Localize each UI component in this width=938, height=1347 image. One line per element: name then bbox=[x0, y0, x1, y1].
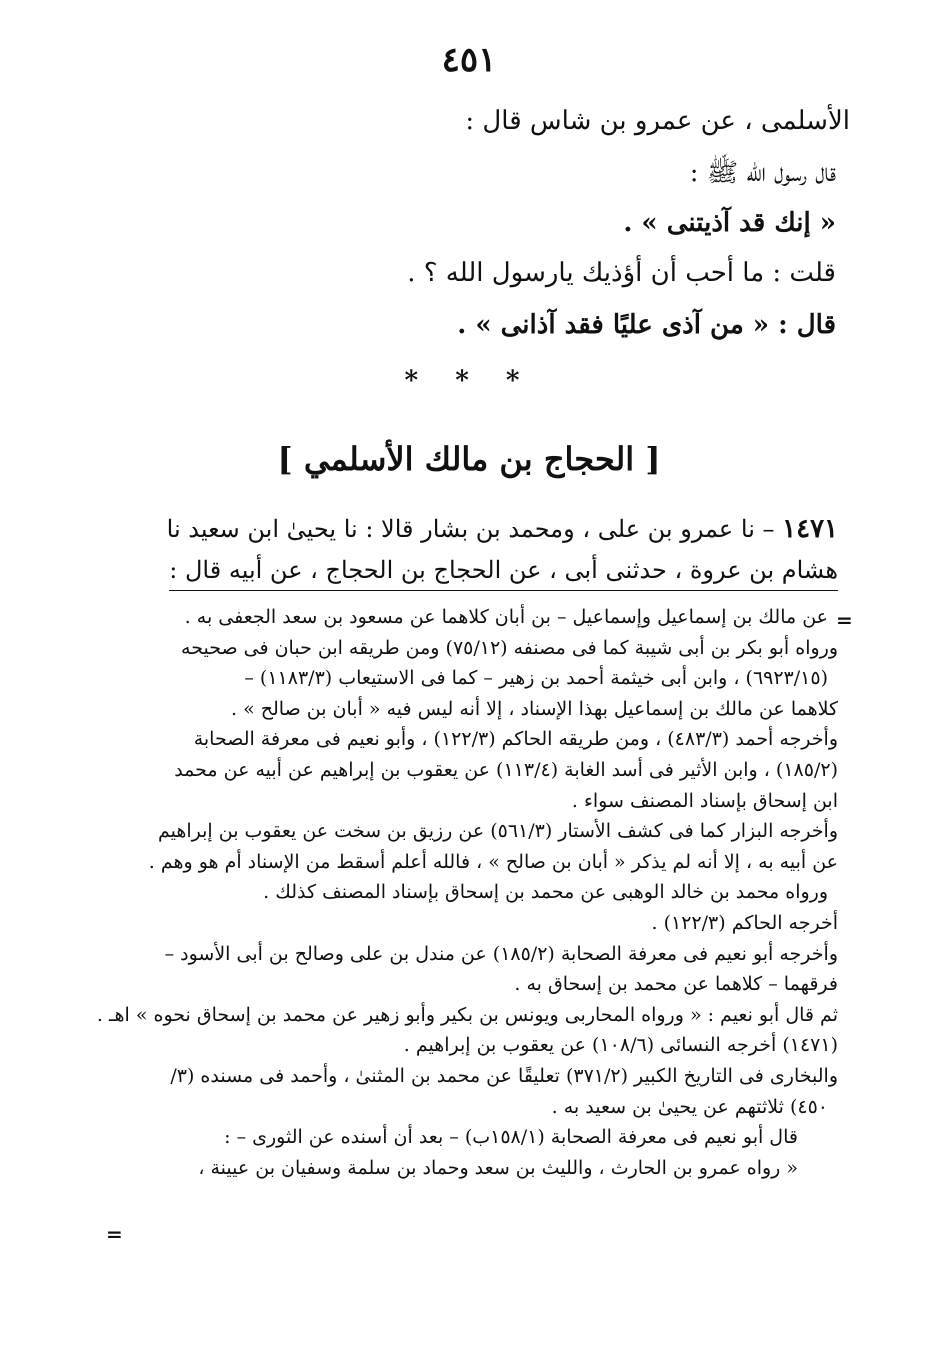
note-line: (١٤٧١) أخرجه النسائى (١٠٨/٦) عن يعقوب بن إبراهيم . bbox=[403, 1034, 838, 1057]
note-line: كلاهما عن مالك بن إسماعيل بهذا الإسناد ، إلا أنه ليس فيه « أبان بن صالح » . bbox=[231, 697, 838, 720]
note-line: عن أبيه به ، إلا أنه لم يذكر « أبان بن صالح » ، فالله أعلم أسقط من الإسناد أم هو وهم . bbox=[148, 850, 838, 873]
hadith-line-1 bbox=[108, 514, 838, 544]
note-line: ورواه أبو بكر بن أبى شيبة كما فى مصنفه (٧٥/١٢) ومن طريقه ابن حبان فى صحيحه bbox=[181, 636, 838, 659]
note-line: وأخرجه البزار كما فى كشف الأستار (٥٦١/٣) عن رزيق بن سخت عن يعقوب بن إبراهيم bbox=[157, 820, 838, 843]
section-title: [ الحجاج بن مالك الأسلمي ] bbox=[277, 440, 661, 478]
note-line: والبخارى فى التاريخ الكبير (٣٧١/٢) تعليقًا عن محمد بن المثنىٰ ، وأحمد فى مسنده (٣/ bbox=[170, 1064, 838, 1087]
note-line: أخرجه الحاكم (١٢٢/٣) . bbox=[651, 911, 838, 934]
hadith-number: ١٤٧١ bbox=[782, 514, 838, 544]
note-line: عن مالك بن إسماعيل وإسماعيل – بن أبان كلاهما عن مسعود بن سعد الجعفى به . bbox=[184, 606, 828, 628]
hadith-line-2 bbox=[108, 556, 838, 584]
hadith-text-2: هشام بن عروة ، حدثنى أبى ، عن الحجاج بن الحجاج ، عن أبيه قال : bbox=[169, 556, 838, 591]
text-line-1: الأسلمى ، عن عمرو بن شاس قال : bbox=[465, 106, 850, 136]
note-line: وأخرجه أحمد (٤٨٣/٣) ، ومن طريقه الحاكم (١٢٢/٣) ، وأبو نعيم فى معرفة الصحابة bbox=[193, 728, 838, 751]
note-line: ابن إسحاق بإسناد المصنف سواء . bbox=[571, 789, 838, 812]
page-number: ٤٥١ bbox=[441, 40, 497, 80]
hadith-text-1: – نا عمرو بن على ، ومحمد بن بشار قالا : نا يحيىٰ ابن سعيد نا bbox=[166, 515, 775, 543]
section-separator: * * * bbox=[404, 366, 534, 396]
continuation-mark-top: = bbox=[836, 608, 853, 632]
footnotes bbox=[96, 602, 838, 1183]
continuation-mark-bottom: = bbox=[106, 1222, 123, 1246]
note-line: ورواه محمد بن خالد الوهبى عن محمد بن إسحاق بإسناد المصنف كذلك . bbox=[263, 881, 828, 904]
text-line-4: قلت : ما أحب أن أؤذيك يارسول الله ؟ . bbox=[407, 258, 836, 288]
text-line-2: قال رسول الله ﷺ : bbox=[689, 158, 836, 188]
note-line: (١٨٥/٢) ، وابن الأثير فى أسد الغابة (١١٣/٤) عن يعقوب بن إبراهيم عن أبيه عن محمد bbox=[174, 758, 838, 781]
note-line: ٤٥٠) ثلاثتهم عن يحيىٰ بن سعيد به . bbox=[551, 1095, 828, 1118]
note-line: قال أبو نعيم فى معرفة الصحابة (١٥٨/١ب) – بعد أن أسنده عن الثورى – : bbox=[224, 1126, 798, 1149]
note-line: وأخرجه أبو نعيم فى معرفة الصحابة (١٨٥/٢) عن مندل بن على وصالح بن أبى الأسود – bbox=[164, 942, 838, 965]
note-line: فرقهما – كلاهما عن محمد بن إسحاق به . bbox=[514, 973, 838, 996]
text-line-5: قال : « من آذى عليًا فقد آذانى » . bbox=[457, 310, 836, 340]
note-line: ثم قال أبو نعيم : « ورواه المحاربى ويونس بن بكير وأبو زهير عن محمد بن إسحاق نحوه » اهـ . bbox=[96, 1003, 838, 1026]
note-line: (٦٩٢٣/١٥) ، وابن أبى خيثمة أحمد بن زهير – كما فى الاستيعاب (١١٨٣/٣) – bbox=[244, 667, 828, 690]
text-line-3: « إنك قد آذيتنى » . bbox=[623, 208, 836, 238]
note-line: « رواه عمرو بن الحارث ، والليث بن سعد وحماد بن سلمة وسفيان بن عيينة ، bbox=[198, 1156, 798, 1179]
